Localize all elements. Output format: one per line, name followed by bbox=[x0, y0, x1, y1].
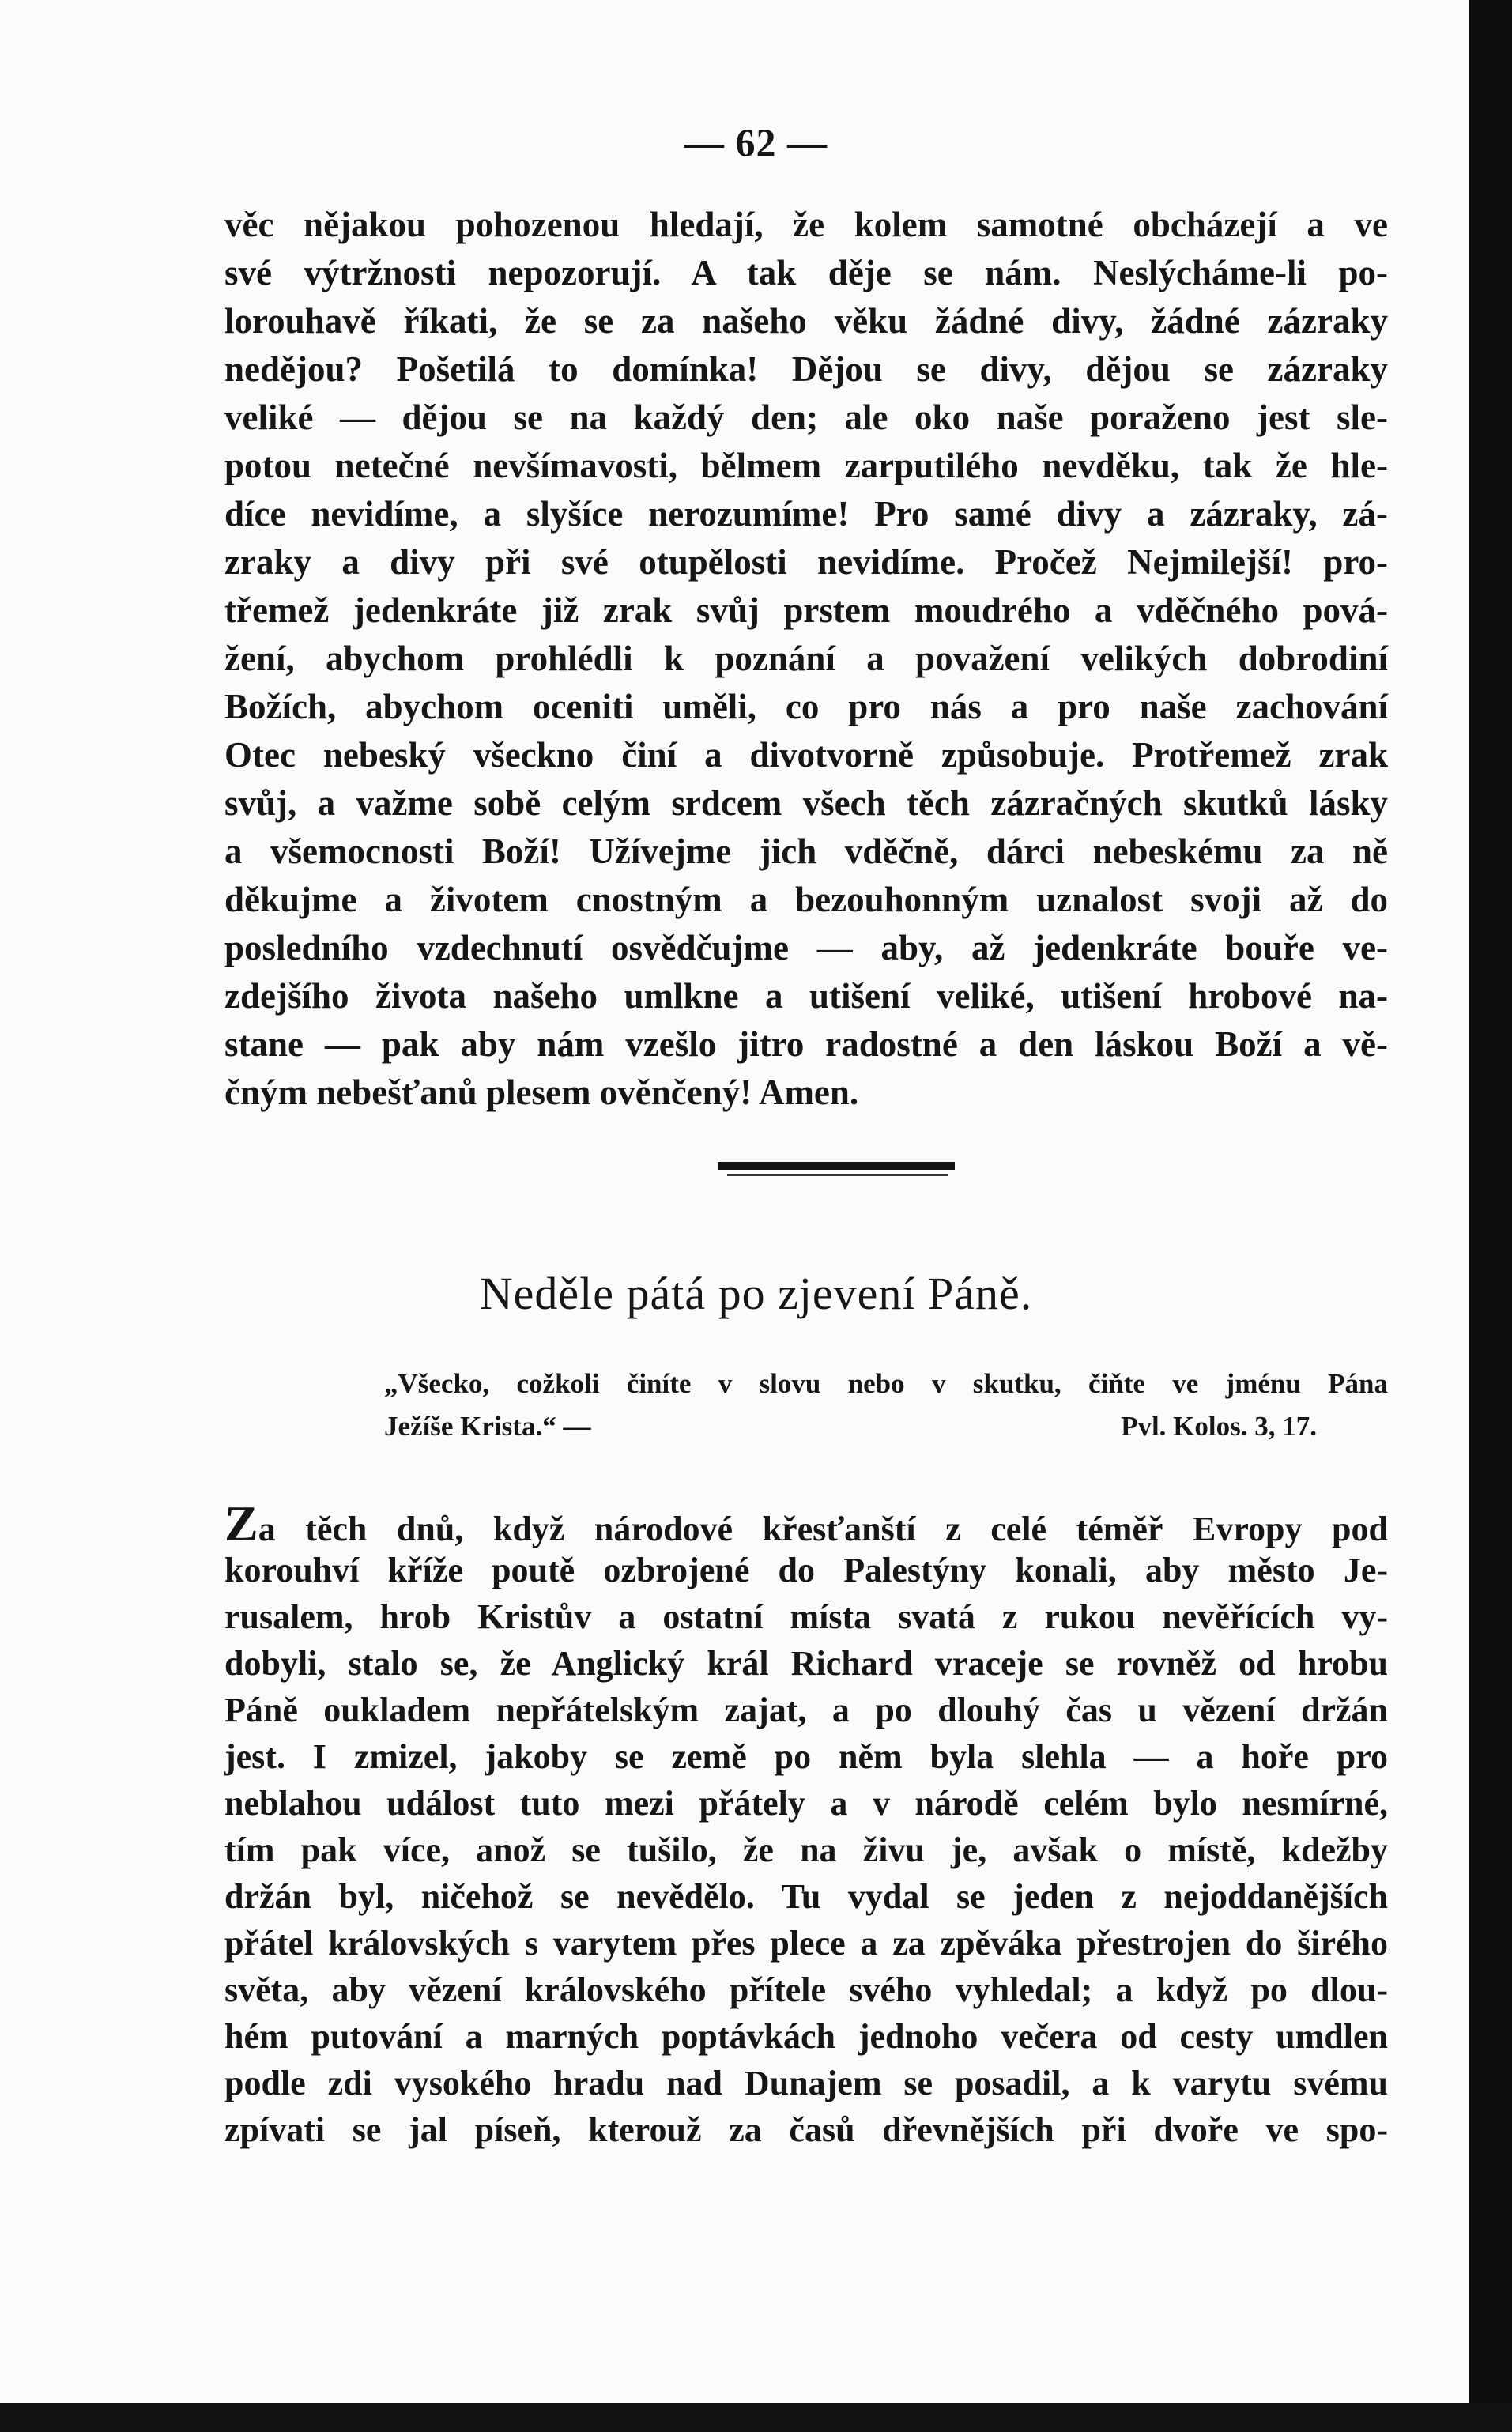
text-line: Otec nebeský všeckno činí a divotvorně způsobuje. Protřemež zrak bbox=[224, 735, 1388, 775]
drop-cap: Z bbox=[224, 1495, 258, 1552]
text-line: podle zdi vysokého hradu nad Dunajem se posadil, a k varytu svému bbox=[224, 2064, 1388, 2102]
epigraph-line bbox=[384, 1405, 1388, 1448]
text-line: veliké — dějou se na každý den; ale oko naše poraženo jest sle- bbox=[224, 398, 1388, 437]
text-line: potou netečné nevšímavosti, bělmem zarputilého nevděku, tak že hle- bbox=[224, 446, 1388, 485]
section-title: Neděle pátá po zjevení Páně. bbox=[479, 1268, 1033, 1319]
text-line: díce nevidíme, a slyšíce nerozumíme! Pro samé divy a zázraky, zá- bbox=[224, 494, 1388, 534]
text-line: třemež jedenkráte již zrak svůj prstem moudrého a vděčného pová- bbox=[224, 590, 1388, 630]
text-line: děkujme a životem cnostným a bezouhonným uznalost svoji až do bbox=[224, 880, 1388, 919]
epigraph bbox=[384, 1363, 1388, 1448]
text-line: rusalem, hrob Kristův a ostatní místa svatá z rukou nevěřících vy- bbox=[224, 1597, 1388, 1636]
text-line: jest. I zmizel, jakoby se země po něm byla slehla — a hoře pro bbox=[224, 1737, 1388, 1776]
text-line: posledního vzdechnutí osvědčujme — aby, až jedenkráte bouře ve- bbox=[224, 928, 1388, 967]
epigraph-line: „Všecko, cožkoli činíte v slovu nebo v skutku, čiňte ve jménu Pána bbox=[384, 1368, 1388, 1399]
text-line: Božích, abychom oceniti uměli, co pro nás a pro naše zachování bbox=[224, 687, 1388, 726]
text-line: světa, aby vězení královského přítele svého vyhledal; a když po dlou- bbox=[224, 1970, 1388, 2009]
text-line: lorouhavě říkati, že se za našeho věku žádné divy, žádné zázraky bbox=[224, 301, 1388, 341]
text-line: hém putování a marných poptávkách jednoho večera od cesty umdlen bbox=[224, 2017, 1388, 2056]
text-line: žení, abychom prohlédli k poznání a považení velikých dobrodiní bbox=[224, 639, 1388, 678]
scan-edge-right bbox=[1469, 0, 1512, 2432]
text-line: nedějou? Pošetilá to domínka! Dějou se divy, dějou se zázraky bbox=[224, 349, 1388, 389]
sermon-paragraph-closing bbox=[224, 201, 1388, 1117]
section-divider-underline bbox=[727, 1174, 948, 1176]
epigraph-text: Ježíše Krista.“ — bbox=[384, 1411, 591, 1442]
text-line: dobyli, stalo se, že Anglický král Richard vraceje se rovněž od hrobu bbox=[224, 1644, 1388, 1683]
text-line: Páně oukladem nepřátelským zajat, a po dlouhý čas u vězení držán bbox=[224, 1691, 1388, 1729]
text-line: korouhví kříže poutě ozbrojené do Palestýny konali, aby město Je- bbox=[224, 1551, 1388, 1589]
text-line: držán byl, ničehož se nevědělo. Tu vydal se jeden z nejoddanějších bbox=[224, 1877, 1388, 1916]
text-line: čným nebešťanů plesem ověnčený! Amen. bbox=[224, 1073, 859, 1112]
text-line: věc nějakou pohozenou hledají, že kolem samotné obcházejí a ve bbox=[224, 205, 1388, 244]
text-line: svůj, a važme sobě celým srdcem všech těch zázračných skutků lásky bbox=[224, 783, 1388, 823]
text-line bbox=[224, 1495, 1388, 1552]
sermon-paragraph-opening bbox=[224, 1495, 1388, 2153]
text-line: stane — pak aby nám vzešlo jitro radostné a den láskou Boží a vě- bbox=[224, 1024, 1388, 1064]
scan-edge-bottom bbox=[0, 2403, 1512, 2432]
page-number: — 62 — bbox=[684, 120, 828, 164]
text-line: zraky a divy při své otupělosti nevidíme. Pročež Nejmilejší! pro- bbox=[224, 542, 1388, 582]
text-line: zdejšího života našeho umlkne a utišení veliké, utišení hrobové na- bbox=[224, 976, 1388, 1016]
text-line: neblahou událost tuto mezi přátely a v národě celém bylo nesmírné, bbox=[224, 1784, 1388, 1823]
text-line-rest: a těch dnů, když národové křesťanští z celé téměř Evropy pod bbox=[258, 1510, 1388, 1548]
text-line: tím pak více, anož se tušilo, že na živu je, avšak o místě, kdežby bbox=[224, 1831, 1388, 1869]
text-line: zpívati se jal píseň, kterouž za časů dřevnějších při dvoře ve spo- bbox=[224, 2110, 1388, 2149]
text-line: přátel královských s varytem přes plece a za zpěváka přestrojen do širého bbox=[224, 1924, 1388, 1963]
text-line: své výtržnosti nepozorují. A tak děje se nám. Neslýcháme-li po- bbox=[224, 253, 1388, 292]
epigraph-reference: Pvl. Kolos. 3, 17. bbox=[1121, 1411, 1317, 1442]
section-divider bbox=[718, 1162, 955, 1170]
text-line: a všemocnosti Boží! Užívejme jich vděčně, dárci nebeskému za ně bbox=[224, 831, 1388, 871]
